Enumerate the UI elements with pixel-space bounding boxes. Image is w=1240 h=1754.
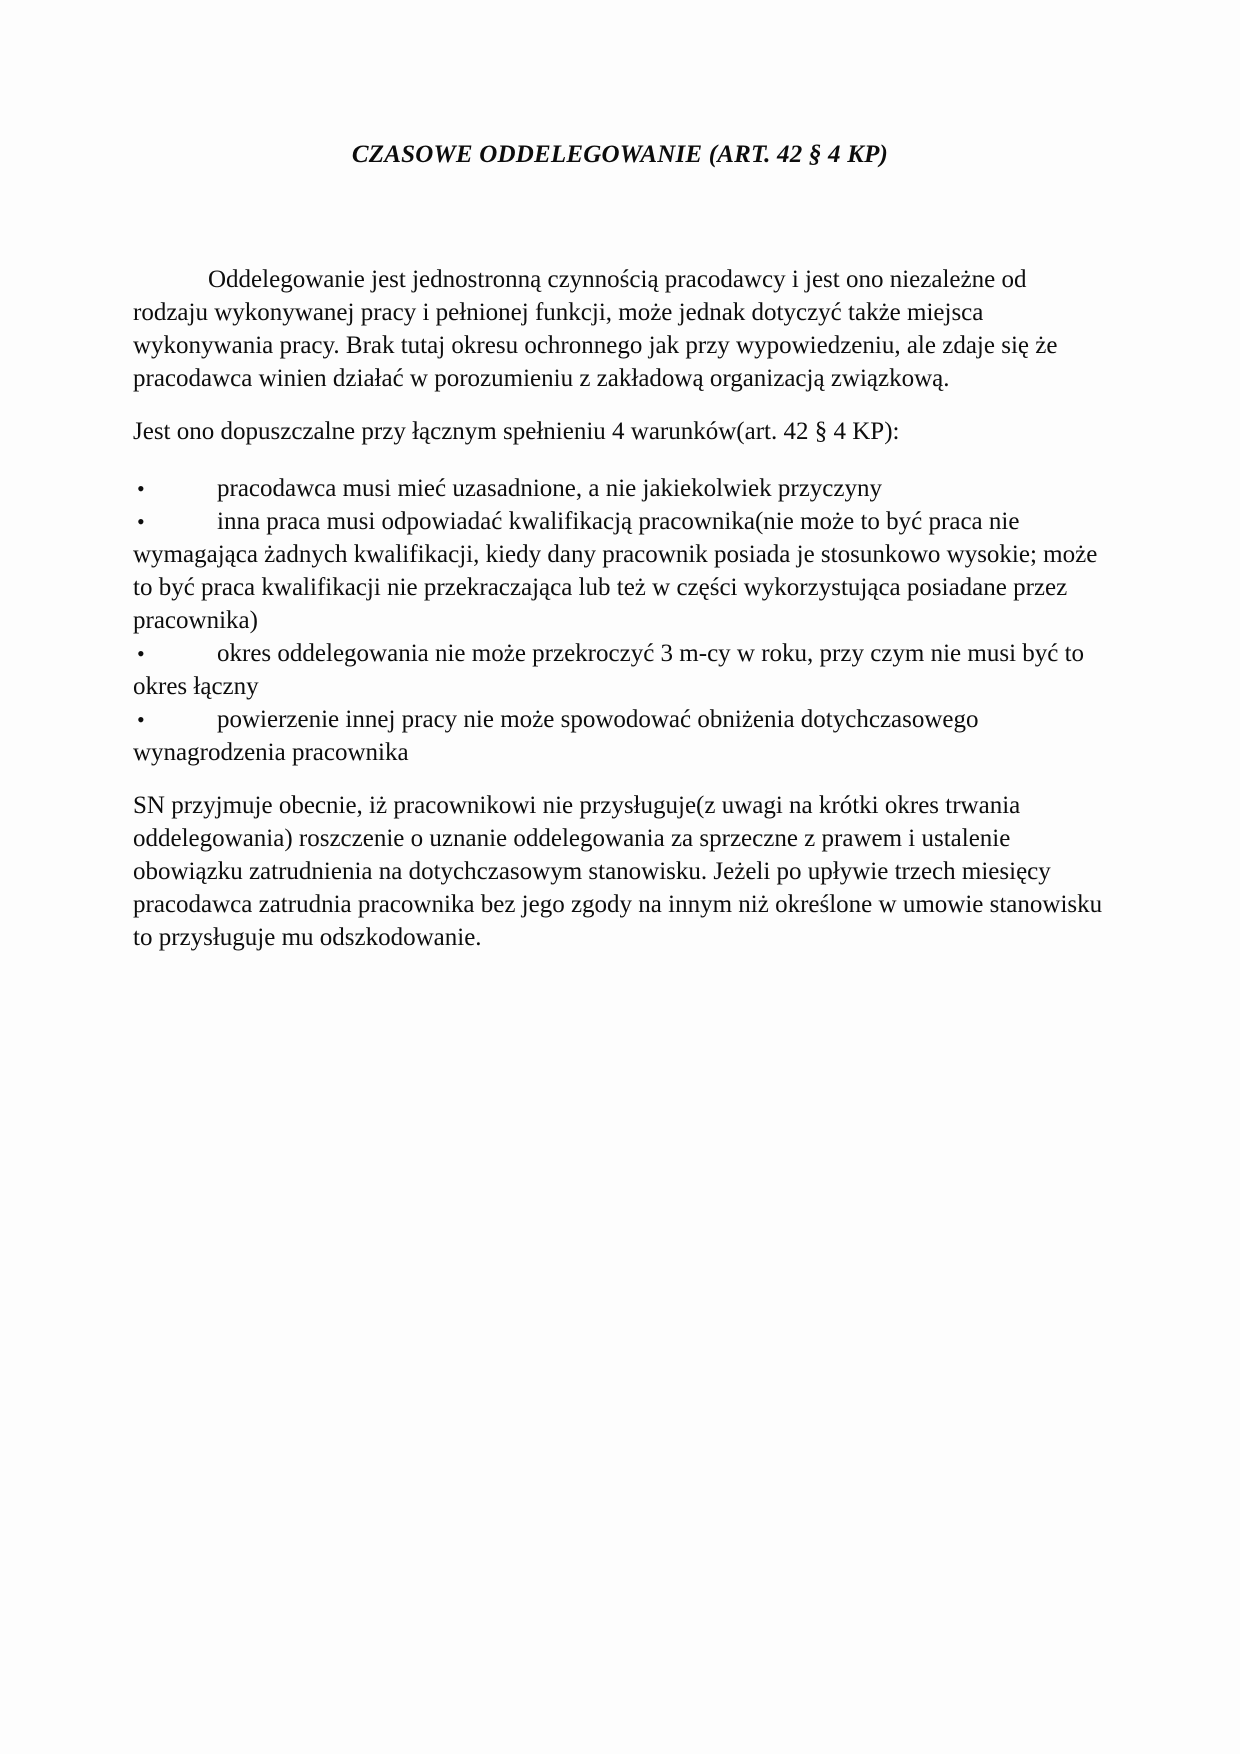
bullet-icon: • xyxy=(137,641,145,666)
list-item xyxy=(133,505,1107,637)
list-item xyxy=(133,637,1107,703)
paragraph-closing: SN przyjmuje obecnie, iż pracownikowi nie przysługuje(z uwagi na krótki okres trwania oddelegowania) roszczenie o uznanie oddelegowania za sprzeczne z prawem i ustalenie obowiązku zatrudnienia na dotychczasowym stanowisku. Jeżeli po upływie trzech miesięcy pracodawca zatrudnia pracownika bez jego zgody na innym niż określone w umowie stanowisku to przysługuje mu odszkodowanie. xyxy=(133,792,1103,951)
list-item xyxy=(133,703,1107,769)
conditions-list xyxy=(133,472,1107,769)
bullet-icon: • xyxy=(137,707,145,732)
list-item-text: pracodawca musi mieć uzasadnione, a nie jakiekolwiek przyczyny xyxy=(217,475,883,502)
bullet-icon: • xyxy=(137,509,145,534)
paragraph-opening: Oddelegowanie jest jednostronną czynnością pracodawcy i jest ono niezależne od rodzaju wykonywanej pracy i pełnionej funkcji, może jednak dotyczyć także miejsca wykonywania pracy. Brak tutaj okresu ochronnego jak przy wypowiedzeniu, ale zdaje się że pracodawca winien działać w porozumieniu z zakładową organizacją związkową. xyxy=(133,266,1058,392)
list-item-text: inna praca musi odpowiadać kwalifikacją pracownika(nie może to być praca nie wymagająca żadnych kwalifikacji, kiedy dany pracownik posiada je stosunkowo wysokie; może to być praca kwalifikacji nie przekraczająca lub też w części wykorzystująca posiadane przez pracownika) xyxy=(133,508,1098,634)
conditions-lead: Jest ono dopuszczalne przy łącznym spełnieniu 4 warunków(art. 42 § 4 KP): xyxy=(133,418,900,445)
list-item-text: okres oddelegowania nie może przekroczyć 3 m-cy w roku, przy czym nie musi być to okres łączny xyxy=(133,640,1085,700)
list-item-text: powierzenie innej pracy nie może spowodować obniżenia dotychczasowego wynagrodzenia pracownika xyxy=(133,706,979,766)
list-item xyxy=(133,472,1107,505)
bullet-icon: • xyxy=(137,476,145,501)
document-title: CZASOWE ODDELEGOWANIE (ART. 42 § 4 KP) xyxy=(351,141,889,168)
